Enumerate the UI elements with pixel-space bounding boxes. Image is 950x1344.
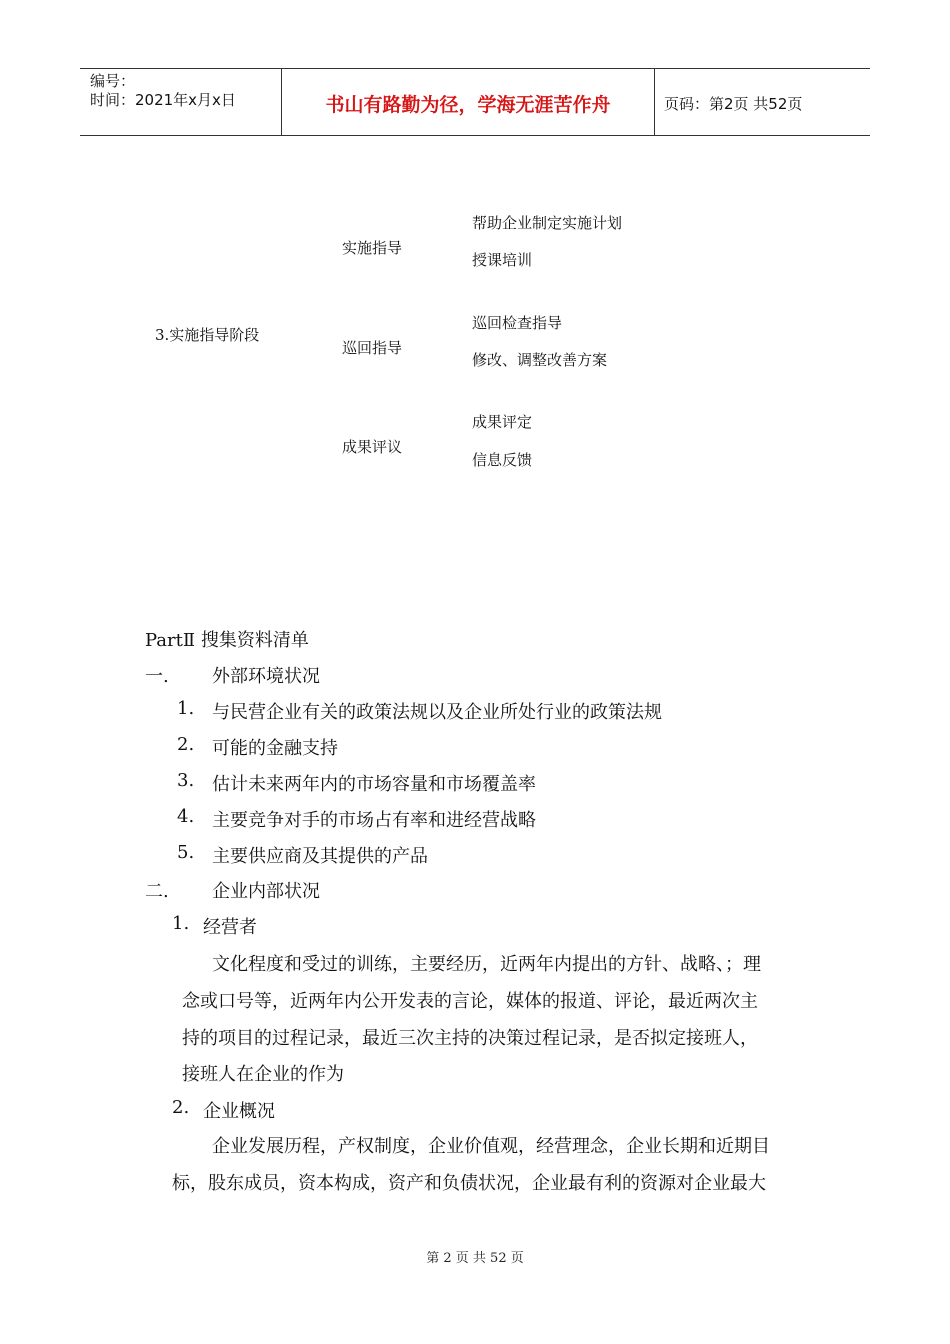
header-motto: 书山有路勤为径，学海无涯苦作舟 [325,94,611,116]
header-bottom-rule [80,135,870,136]
header-time-label: 时间：2021年x月x日 [90,91,236,109]
header-meta [90,72,236,110]
stage-group-item: 授课培训 [472,251,533,269]
list-item-text: 主要竞争对手的市场占有率和进经营战略 [212,810,536,831]
list-item-text: 估计未来两年内的市场容量和市场覆盖率 [212,774,536,795]
list-item-number: 1. [177,698,195,719]
list-item-text: 与民营企业有关的政策法规以及企业所处行业的政策法规 [212,702,662,723]
paragraph-line: 企业发展历程，产权制度，企业价值观，经营理念，企业长期和近期目 [212,1136,770,1157]
list-item-number: 3. [177,770,195,791]
list-item-number: 4. [177,806,195,827]
section-1-number: 一. [145,666,169,687]
paragraph-line: 标，股东成员，资本构成，资产和负债状况，企业最有利的资源对企业最大 [172,1173,766,1194]
stage-group-label-2: 巡回指导 [342,339,403,357]
stage-group-item: 帮助企业制定实施计划 [472,214,623,232]
stage-group-label-1: 实施指导 [342,239,403,257]
list-item-text: 可能的金融支持 [212,738,338,759]
stage-group-item: 成果评定 [472,413,533,431]
paragraph-line: 念或口号等，近两年内公开发表的言论，媒体的报道、评论，最近两次主 [182,991,758,1012]
paragraph-line: 文化程度和受过的训练，主要经历，近两年内提出的方针、战略、；理 [212,954,761,975]
paragraph-line: 接班人在企业的作为 [182,1064,344,1085]
page-footer: 第 2 页 共 52 页 [426,1251,524,1266]
stage-title: 3.实施指导阶段 [155,326,260,344]
subsection-1-title: 经营者 [203,917,257,938]
part-title: PartⅡ 搜集资料清单 [145,630,309,651]
header-number-label: 编号： [90,72,136,90]
stage-group-item: 信息反馈 [472,451,533,469]
subsection-1-number: 1. [172,913,190,934]
section-1-title: 外部环境状况 [212,666,320,687]
list-item-number: 5. [177,842,195,863]
section-2-number: 二. [145,881,169,902]
subsection-2-title: 企业概况 [203,1101,275,1122]
list-item-text: 主要供应商及其提供的产品 [212,846,428,867]
list-item-number: 2. [177,734,195,755]
stage-group-item: 修改、调整改善方案 [472,351,608,369]
stage-group-label-3: 成果评议 [342,438,403,456]
header-top-rule [80,68,870,69]
subsection-2-number: 2. [172,1097,190,1118]
header-divider-right [654,68,655,136]
header-page-info: 页码：第2页 共52页 [664,95,803,113]
stage-group-item: 巡回检查指导 [472,314,563,332]
section-2-title: 企业内部状况 [212,881,320,902]
paragraph-line: 持的项目的过程记录，最近三次主持的决策过程记录，是否拟定接班人， [182,1028,758,1049]
